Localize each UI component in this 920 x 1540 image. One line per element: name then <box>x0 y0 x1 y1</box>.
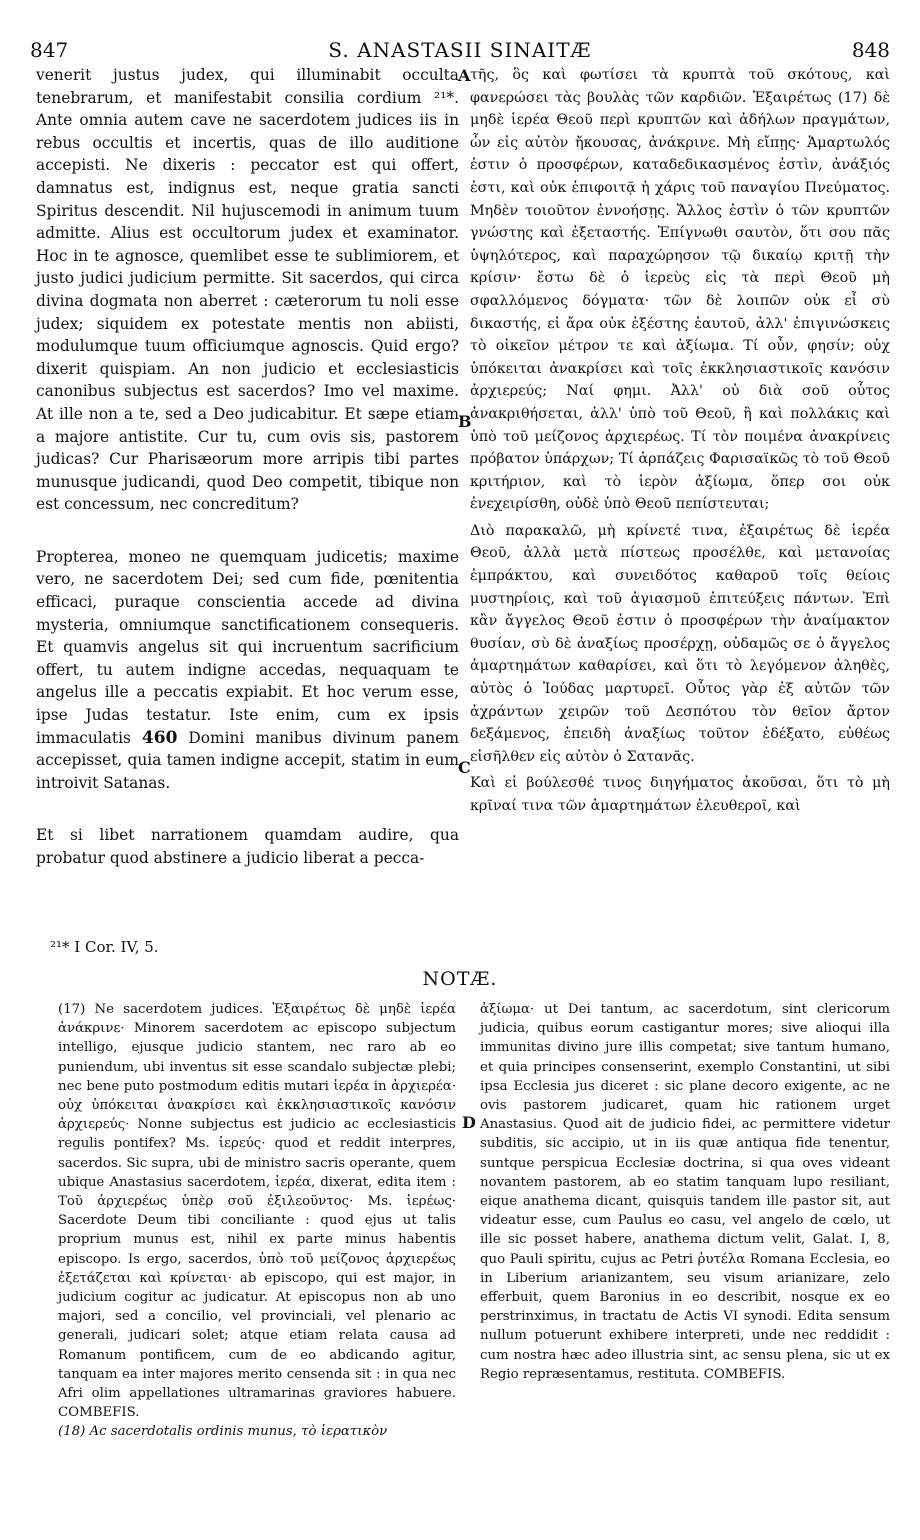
note-17: (17) Ne sacerdotem judices. Ἐξαιρέτως δὲ μηδὲ ἱερέα ἀνάκρινε· Minorem sacerdotem ac episcopo subjectum intelligo, ejusque judicio stantem, nec raro ab eo puniendum, ubi inventus sit esse scandalo subjectæ plebi; nec bene puto postmodum editis mutari ἱερέα in ἀρχιερέα· οὐχ ὑπόκειται ἀνακρίσει καὶ ἐκκλησιαστικοῖς κανόσιν ἀρχιερεύς· Nonne subjectus est judicio ac ecclesiasticis regulis pontifex? Ms. ἱερεύς· quod et reddit interpres, sacerdos. Sic supra, ubi de ministro sacris operante, quem ubique Anastasius sacerdotem, ἱερέα, dixerat, edita item : Τοῦ ἀρχιερέως ὑπὲρ σοῦ ἐξιλεοῦντος· Ms. ἱερέως· Sacerdote Deum tibi conciliante : quod ejus ut talis proprium munus est, nihil ex parte minus habentis episcopo. Is ergo, sacerdos, ὑπὸ τοῦ μείζονος ἀρχιερέως ἐξετάζεται καὶ κρίνεται· ab episcopo, qui est major, in judicium cogitur ac judicatur. At episcopus non ab uno majori, sed a concilio, vel provinciali, vel plenario ac generali, judicari solet; atque etiam relata causa ad Romanum pontificem, cum de eo abdicando agitur, tanquam ea inter majores merito censenda sit : in qua nec Afri olim appellationes ultramarinas graviores habuere. COMBEFIS. <box>58 1002 456 1421</box>
footnote: ²¹* I Cor. IV, 5. <box>50 938 159 956</box>
page-header <box>30 38 890 62</box>
latin-paragraph-2a: Propterea, moneo ne quemquam judicetis; maxime vero, ne sacerdotem Dei; sed cum fide, pœnitentia efficaci, puraque conscientia accede ad divina mysteria, omniumque sanctificationem consequeris. Et quamvis angelus sit qui incruentum sacrificium offert, tu autem indigne accedas, nequaquam te angelus ille a peccatis expiabit. Et hoc verum esse, ipse Judas testatur. Iste enim, cum ex ipsis immaculatis <box>36 547 459 747</box>
latin-paragraph-3: Et si libet narrationem quamdam audire, qua probatur quod abstinere a judicio liberat a pecca- <box>36 826 459 867</box>
margin-marker-a: A <box>458 66 471 85</box>
left-page-number: 847 <box>30 38 69 62</box>
latin-paragraph-1: venerit justus judex, qui illuminabit occulta tenebrarum, et manifestabit consilia cordium ²¹*. Ante omnia autem cave ne sacerdotem judices iis in rebus occultis et incertis, quas de illo auditione accepisti. Ne dixeris : peccator est qui offert, damnatus est, indignus est, neque gratia sancti Spiritus descendit. Nil hujuscemodi in animum tuum admitte. Alius est occultorum judex et examinator. Hoc in te agnosce, quemlibet esse te sublimiorem, et justo judici judicium permitte. Sit sacerdos, qui circa divina dogmata non aberret : cæterorum tu noli esse judex; siquidem ex potestate mentis non abiisti, modulumque tuum officiumque agnoscis. Quid ergo? dixerit quispiam. An non judicio et ecclesiasticis canonibus subjectus est sacerdos? Imo vel maxime. At ille non a te, sed a Deo judicabitur. Et sæpe etiam a majore antistite. Cur tu, cum ovis sis, pastorem judicas? Cur Pharisæorum more arripis tibi partes munusque judicandi, quod Deo competit, tibique non est concessum, nec concreditum? <box>36 66 459 514</box>
running-title: S. ANASTASII SINAITÆ <box>328 38 592 62</box>
notae-heading: NOTÆ. <box>422 968 498 990</box>
notes-right-column <box>480 1000 890 1384</box>
column-number: 460 <box>141 727 178 748</box>
latin-paragraph-2b: Domini manibus divinum panem accepisset, quia tamen indigne accepit, statim in eum introivit Satanas. <box>36 728 459 792</box>
right-page-number: 848 <box>851 38 890 62</box>
margin-marker-b: B <box>458 412 472 431</box>
greek-paragraph-2: Διὸ παρακαλῶ, μὴ κρίνετέ τινα, ἐξαιρέτως δὲ ἱερέα Θεοῦ, ἀλλὰ μετὰ πίστεως προσέλθε, καὶ μετανοίας ἐμπράκτου, καὶ συνειδότος καθαροῦ τοῖς θείοις μυστηρίοις, καὶ τοῦ ἁγιασμοῦ ἐπιτεύξεις πάντων. Ἐπὶ κἂν ἄγγελος Θεοῦ ἐστιν ὁ προσφέρων τὴν ἀναίμακτον θυσίαν, σὺ δὲ ἀναξίως προσέρχῃ, οὐδαμῶς σε ὁ ἄγγελος ἁμαρτημάτων καθαρίσει, καὶ ὅτι τὸ λεγόμενον ἀληθὲς, αὐτὸς ὁ Ἰούδας μαρτυρεῖ. Οὗτος γὰρ ἐξ αὐτῶν τῶν ἀχράντων χειρῶν τοῦ Δεσπότου τὸν θεῖον ἄρτον δεξάμενος, ἐπειδὴ ἀναξίως τοῦτον ἐδέξατο, εὐθέως εἰσῆλθεν εἰς αὐτὸν ὁ Σατανᾶς. <box>470 522 890 765</box>
note-18-start: (18) Ac sacerdotalis ordinis munus, τὸ ἱερατικὸν <box>58 1424 388 1440</box>
latin-paragraph-2 <box>36 546 459 795</box>
greek-column <box>470 64 890 818</box>
margin-marker-c: C <box>458 758 471 777</box>
notes-left-column <box>58 1000 456 1442</box>
greek-paragraph-3: Καὶ εἰ βούλεσθέ τινος διηγήματος ἀκοῦσαι, ὅτι τὸ μὴ κρῖναί τινα τῶν ἁμαρτημάτων ἐλευθεροῖ, καὶ <box>470 775 890 814</box>
latin-column <box>36 64 459 870</box>
margin-marker-d: D <box>462 1113 476 1132</box>
greek-paragraph-1: τῆς, ὃς καὶ φωτίσει τὰ κρυπτὰ τοῦ σκότους, καὶ φανερώσει τὰς βουλὰς τῶν καρδιῶν. Ἐξαιρέτως (17) δὲ μηδὲ ἱερέα Θεοῦ περὶ κρυπτῶν καὶ ἀδήλων πραγμάτων, ὧν εἰς αὐτὸν ἤκουσας, ἀνάκρινε. Μὴ εἴπῃς· Ἁμαρτωλός ἐστιν ὁ προσφέρων, καταδεδικασμένος ἐστὶν, ἀνάξιός ἐστι, καὶ οὐκ ἐπιφοιτᾷ ἡ χάρις τοῦ παναγίου Πνεύματος. Μηδὲν τοιοῦτον ἐννοήσῃς. Ἄλλος ἐστὶν ὁ τῶν κρυπτῶν γνώστης καὶ ἐξεταστής. Ἐπίγνωθι σαυτὸν, ὅτι σου πᾶς ὑψηλότερος, καὶ παραχώρησον τῷ δικαίῳ κριτῇ τὴν κρίσιν· ἔστω δὲ ὁ ἱερεὺς εἰς τὰ περὶ Θεοῦ μὴ σφαλλόμενος δόγματα· τῶν δὲ λοιπῶν οὐκ εἶ σὺ δικαστής, εἰ ἄρα οὐκ ἐξέστης ἑαυτοῦ, ἀλλ' ἐπιγινώσκεις τὸ οἰκεῖον μέτρον τε καὶ ἀξίωμα. Τί οὖν, φησίν; οὐχ ὑπόκειται ἀνακρίσει καὶ τοῖς ἐκκλησιαστικοῖς κανόσιν ἀρχιερεύς; Ναί φημι. Ἀλλ' οὐ διὰ σοῦ οὗτος ἀνακριθήσεται, ἀλλ' ὑπὸ τοῦ Θεοῦ, ἢ καὶ πολλάκις καὶ ὑπὸ τοῦ μείζονος ἀρχιερέως. Τί τὸν ποιμένα ἀνακρίνεις πρόβατον ὑπάρχων; Τί ἁρπάζεις Φαρισαϊκῶς τὸ τοῦ Θεοῦ κριτήριον, καὶ τὸ ἱερὸν ἀξίωμα, ὅπερ σοι οὐκ ἐνεχειρίσθη, οὐδὲ ὑπὸ Θεοῦ πεπίστευται; <box>470 67 890 513</box>
note-17-continued: ἀξίωμα· ut Dei tantum, ac sacerdotum, sint clericorum judicia, quibus eorum castigantur mores; sive alioqui illa immunitas divino jure illis competat; sive tantum humano, et quia principes consenserint, exemplo Constantini, ut sibi ipsa Ecclesia jus diceret : sic plane decoro exigente, ac ne ovis pastorem judicaret, quam hic rationem urget Anastasius. Quod ait de judicio fidei, ac permittere videtur subditis, sic accipio, ut in iis quæ antiqua fide tenentur, suntque perspicua Ecclesiæ doctrina, si qua oves videant novantem pastorem, ab eo statim tanquam lupo resiliant, eique anathema dicant, quisquis tandem ille pastor sit, aut videatur esse, cum Paulus eo casu, vel angelo de cœlo, ut ille sic posset habere, anathema dictum velit, Galat. I, 8, quo Pauli spiritu, cujus ac Petri ῥυτέλα Romana Ecclesia, eo in Liberium arianizantem, seu visum arianizare, zelo efferbuit, quem Baronius in eo describit, nosque ex eo perstrinximus, in tractatu de Actis VI synodi. Edita sensum nullum potuerunt exhibere interpreti, unde nec reddidit : cum nostra hæc adeo illustria sint, ac sensu plena, sic ut ex Regio repræsentamus, restituta. COMBEFIS. <box>480 1002 890 1382</box>
